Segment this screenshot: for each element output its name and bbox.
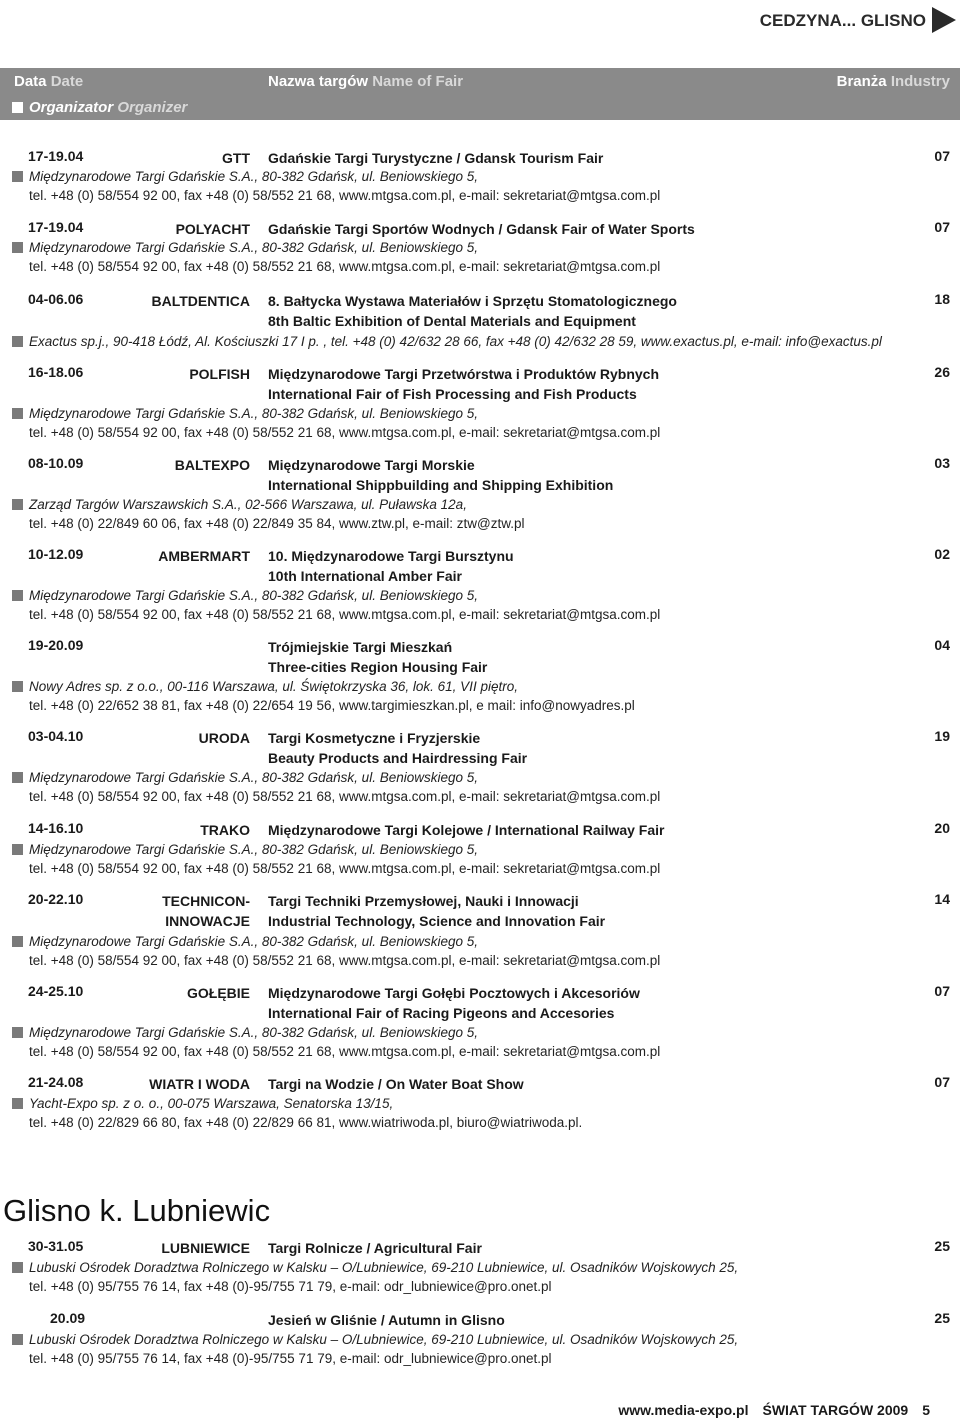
entry-code: TRAKO [200,822,250,838]
entry-industry: 18 [934,291,950,307]
entry-date: 19-20.09 [28,637,84,653]
entry-name: 8. Bałtycka Wystawa Materiałów i Sprzętu Stomatologicznego [268,293,677,309]
entry-code: URODA [198,730,250,746]
entry-industry: 14 [934,891,950,907]
entry-code: GTT [222,150,250,166]
square-bullet-icon [12,408,23,419]
footer [604,1402,930,1418]
entry-organizer [12,934,478,949]
entry-name: 10. Międzynarodowe Targi Bursztynu [268,548,514,564]
header-date-en: Date [50,73,84,90]
square-bullet-icon [12,936,23,947]
entry-industry: 26 [934,364,950,380]
entry-date: 30-31.05 [28,1238,84,1254]
entry-name: Targi Rolnicze / Agricultural Fair [268,1240,482,1256]
square-bullet-icon [12,1334,23,1345]
entry-industry: 02 [934,546,950,562]
entry-date: 17-19.04 [28,219,84,235]
entry-organizer [12,334,882,349]
organizer-text: Międzynarodowe Targi Gdańskie S.A., 80-382 Gdańsk, ul. Beniowskiego 5, [29,842,479,857]
entry-organizer [12,240,478,255]
entry-contact: tel. +48 (0) 22/849 60 06, fax +48 (0) 22/849 35 84, www.ztw.pl, e-mail: ztw@ztw.pl [29,516,525,531]
entry-organizer [12,1025,478,1040]
header-industry [837,73,950,90]
entry-industry: 03 [934,455,950,471]
entry-contact: tel. +48 (0) 58/554 92 00, fax +48 (0) 58/552 21 68, www.mtgsa.com.pl, e-mail: sekretariat@mtgsa.com.pl [29,188,661,203]
entry-date: 16-18.06 [28,364,84,380]
entry-industry: 07 [934,219,950,235]
header-industry-en: Industry [890,73,950,90]
entry-industry: 20 [934,820,950,836]
square-bullet-icon [12,772,23,783]
organizer-text: Międzynarodowe Targi Gdańskie S.A., 80-382 Gdańsk, ul. Beniowskiego 5, [29,770,479,785]
header-org-pl: Organizator [29,99,114,116]
entry-name-en: International Fair of Racing Pigeons and Accesories [268,1005,615,1021]
entry-organizer [12,679,518,694]
entry-code: POLYACHT [175,221,250,237]
organizer-text: Yacht-Expo sp. z o. o., 00-075 Warszawa, Senatorska 13/15, [29,1096,394,1111]
entry-date: 20-22.10 [28,891,84,907]
entry-industry: 19 [934,728,950,744]
header-industry-pl: Branża [836,73,887,90]
entry-code: BALTEXPO [174,457,250,473]
entry-name: Targi Techniki Przemysłowej, Nauki i Innowacji [268,893,579,909]
entry-name: Międzynarodowe Targi Gołębi Pocztowych i Akcesoriów [268,985,640,1001]
entry-contact: tel. +48 (0) 22/829 66 80, fax +48 (0) 22/829 66 81, www.wiatriwoda.pl, biuro@wiatriwoda.pl. [29,1115,583,1130]
square-bullet-icon [12,844,23,855]
entry-contact: tel. +48 (0) 58/554 92 00, fax +48 (0) 58/552 21 68, www.mtgsa.com.pl, e-mail: sekretariat@mtgsa.com.pl [29,953,661,968]
entry-date: 14-16.10 [28,820,84,836]
entry-organizer [12,842,478,857]
entry-contact: tel. +48 (0) 58/554 92 00, fax +48 (0) 58/552 21 68, www.mtgsa.com.pl, e-mail: sekretariat@mtgsa.com.pl [29,861,661,876]
square-bullet-icon [12,102,23,113]
entry-organizer [12,1332,738,1347]
entry-name-en: Beauty Products and Hairdressing Fair [268,750,528,766]
organizer-text: Międzynarodowe Targi Gdańskie S.A., 80-382 Gdańsk, ul. Beniowskiego 5, [29,588,479,603]
entry-code: AMBERMART [158,548,250,564]
organizer-text: Międzynarodowe Targi Gdańskie S.A., 80-382 Gdańsk, ul. Beniowskiego 5, [29,240,479,255]
square-bullet-icon [12,681,23,692]
entry-industry: 04 [934,637,950,653]
entry-organizer [12,169,478,184]
entry-date: 08-10.09 [28,455,84,471]
entry-industry: 25 [934,1310,950,1326]
header-date-pl: Data [14,73,47,90]
header-org-en: Organizer [117,99,188,116]
organizer-text: Nowy Adres sp. z o.o., 00-116 Warszawa, ul. Świętokrzyska 36, lok. 61, VII piętro, [29,679,518,694]
entry-organizer [12,770,478,785]
organizer-text: Lubuski Ośrodek Doradztwa Rolniczego w Kalsku – O/Lubniewice, 69-210 Lubniewice, ul. Osadników Wojskowych 25, [29,1332,739,1347]
entry-date: 17-19.04 [28,148,84,164]
table-header [0,68,960,120]
entry-name-en: International Fair of Fish Processing and Fish Products [268,386,637,402]
entry-name-en: 8th Baltic Exhibition of Dental Materials and Equipment [268,313,636,329]
organizer-text: Lubuski Ośrodek Doradztwa Rolniczego w Kalsku – O/Lubniewice, 69-210 Lubniewice, ul. Osadników Wojskowych 25, [29,1260,739,1275]
entry-code: WIATR I WODA [149,1076,250,1092]
organizer-text: Międzynarodowe Targi Gdańskie S.A., 80-382 Gdańsk, ul. Beniowskiego 5, [29,169,479,184]
entry-name: Trójmiejskie Targi Mieszkań [268,639,453,655]
entry-name: Jesień w Gliśnie / Autumn in Glisno [268,1312,505,1328]
entry-contact: tel. +48 (0) 58/554 92 00, fax +48 (0) 58/552 21 68, www.mtgsa.com.pl, e-mail: sekretariat@mtgsa.com.pl [29,425,661,440]
entry-date: 04-06.06 [28,291,84,307]
header-fair-pl: Nazwa targów [268,73,369,90]
section-title: Glisno k. Lubniewic [3,1193,271,1228]
entry-organizer [12,497,467,512]
entry-organizer [12,406,478,421]
triangle-icon [932,7,956,33]
footer-publication: ŚWIAT TARGÓW 2009 [762,1402,909,1418]
entry-name: Targi na Wodzie / On Water Boat Show [268,1076,524,1092]
entry-organizer [12,1260,738,1275]
entry-contact: tel. +48 (0) 22/652 38 81, fax +48 (0) 22/654 19 56, www.targimieszkan.pl, e mail: info@nowyadres.pl [29,698,635,713]
header-fair-en: Name of Fair [372,73,464,90]
entry-industry: 25 [934,1238,950,1254]
entry-date: 10-12.09 [28,546,84,562]
organizer-text: Międzynarodowe Targi Gdańskie S.A., 80-382 Gdańsk, ul. Beniowskiego 5, [29,406,479,421]
entry-code-2: INNOWACJE [165,913,250,929]
organizer-text: Międzynarodowe Targi Gdańskie S.A., 80-382 Gdańsk, ul. Beniowskiego 5, [29,1025,479,1040]
header-organizer [12,99,187,116]
entry-contact: tel. +48 (0) 58/554 92 00, fax +48 (0) 58/552 21 68, www.mtgsa.com.pl, e-mail: sekretariat@mtgsa.com.pl [29,789,661,804]
entry-date: 24-25.10 [28,983,84,999]
entry-industry: 07 [934,1074,950,1090]
entry-contact: tel. +48 (0) 95/755 76 14, fax +48 (0)-95/755 71 79, e-mail: odr_lubniewice@pro.onet.pl [29,1351,552,1366]
entry-name: Targi Kosmetyczne i Fryzjerskie [268,730,481,746]
square-bullet-icon [12,499,23,510]
entry-contact: tel. +48 (0) 95/755 76 14, fax +48 (0)-95/755 71 79, e-mail: odr_lubniewice@pro.onet.pl [29,1279,552,1294]
header-fair [268,73,463,90]
footer-page-number: 5 [922,1402,930,1418]
entry-name-en: 10th International Amber Fair [268,568,462,584]
square-bullet-icon [12,1098,23,1109]
header-date [14,73,83,90]
entry-name: Gdańskie Targi Turystyczne / Gdansk Tourism Fair [268,150,604,166]
footer-site-link[interactable]: www.media-expo.pl [618,1402,749,1418]
entry-code: LUBNIEWICE [161,1240,250,1256]
entry-date: 03-04.10 [28,728,84,744]
top-bar [0,0,960,40]
square-bullet-icon [12,1262,23,1273]
entry-name: Międzynarodowe Targi Kolejowe / International Railway Fair [268,822,665,838]
entry-date: 20.09 [50,1310,86,1326]
entry-date: 21-24.08 [28,1074,84,1090]
organizer-text: Exactus sp.j., 90-418 Łódź, Al. Kościuszki 17 I p. , tel. +48 (0) 42/632 28 66, fax +48 (0) 42/632 28 59, www.exactus.pl, e-mail: info@exactus.pl [29,334,882,349]
entry-organizer [12,1096,393,1111]
entry-name-en: Industrial Technology, Science and Innovation Fair [268,913,606,929]
entry-name: Międzynarodowe Targi Przetwórstwa i Produktów Rybnych [268,366,660,382]
entry-name: Międzynarodowe Targi Morskie [268,457,475,473]
square-bullet-icon [12,171,23,182]
entry-code: TECHNICON- [162,893,250,909]
entry-code: BALTDENTICA [151,293,250,309]
entry-name-en: International Shippbuilding and Shipping Exhibition [268,477,614,493]
entry-industry: 07 [934,148,950,164]
square-bullet-icon [12,336,23,347]
organizer-text: Międzynarodowe Targi Gdańskie S.A., 80-382 Gdańsk, ul. Beniowskiego 5, [29,934,479,949]
square-bullet-icon [12,590,23,601]
organizer-text: Zarząd Targów Warszawskich S.A., 02-566 Warszawa, ul. Puławska 12a, [29,497,467,512]
entry-code: GOŁĘBIE [186,985,250,1001]
square-bullet-icon [12,1027,23,1038]
entry-name: Gdańskie Targi Sportów Wodnych / Gdansk Fair of Water Sports [268,221,695,237]
square-bullet-icon [12,242,23,253]
entry-contact: tel. +48 (0) 58/554 92 00, fax +48 (0) 58/552 21 68, www.mtgsa.com.pl, e-mail: sekretariat@mtgsa.com.pl [29,607,661,622]
entry-organizer [12,588,478,603]
entry-contact: tel. +48 (0) 58/554 92 00, fax +48 (0) 58/552 21 68, www.mtgsa.com.pl, e-mail: sekretariat@mtgsa.com.pl [29,1044,661,1059]
entry-code: POLFISH [189,366,250,382]
page-title: CEDZYNA... GLISNO [759,11,926,30]
entry-industry: 07 [934,983,950,999]
entry-name-en: Three-cities Region Housing Fair [268,659,488,675]
entry-contact: tel. +48 (0) 58/554 92 00, fax +48 (0) 58/552 21 68, www.mtgsa.com.pl, e-mail: sekretariat@mtgsa.com.pl [29,259,661,274]
